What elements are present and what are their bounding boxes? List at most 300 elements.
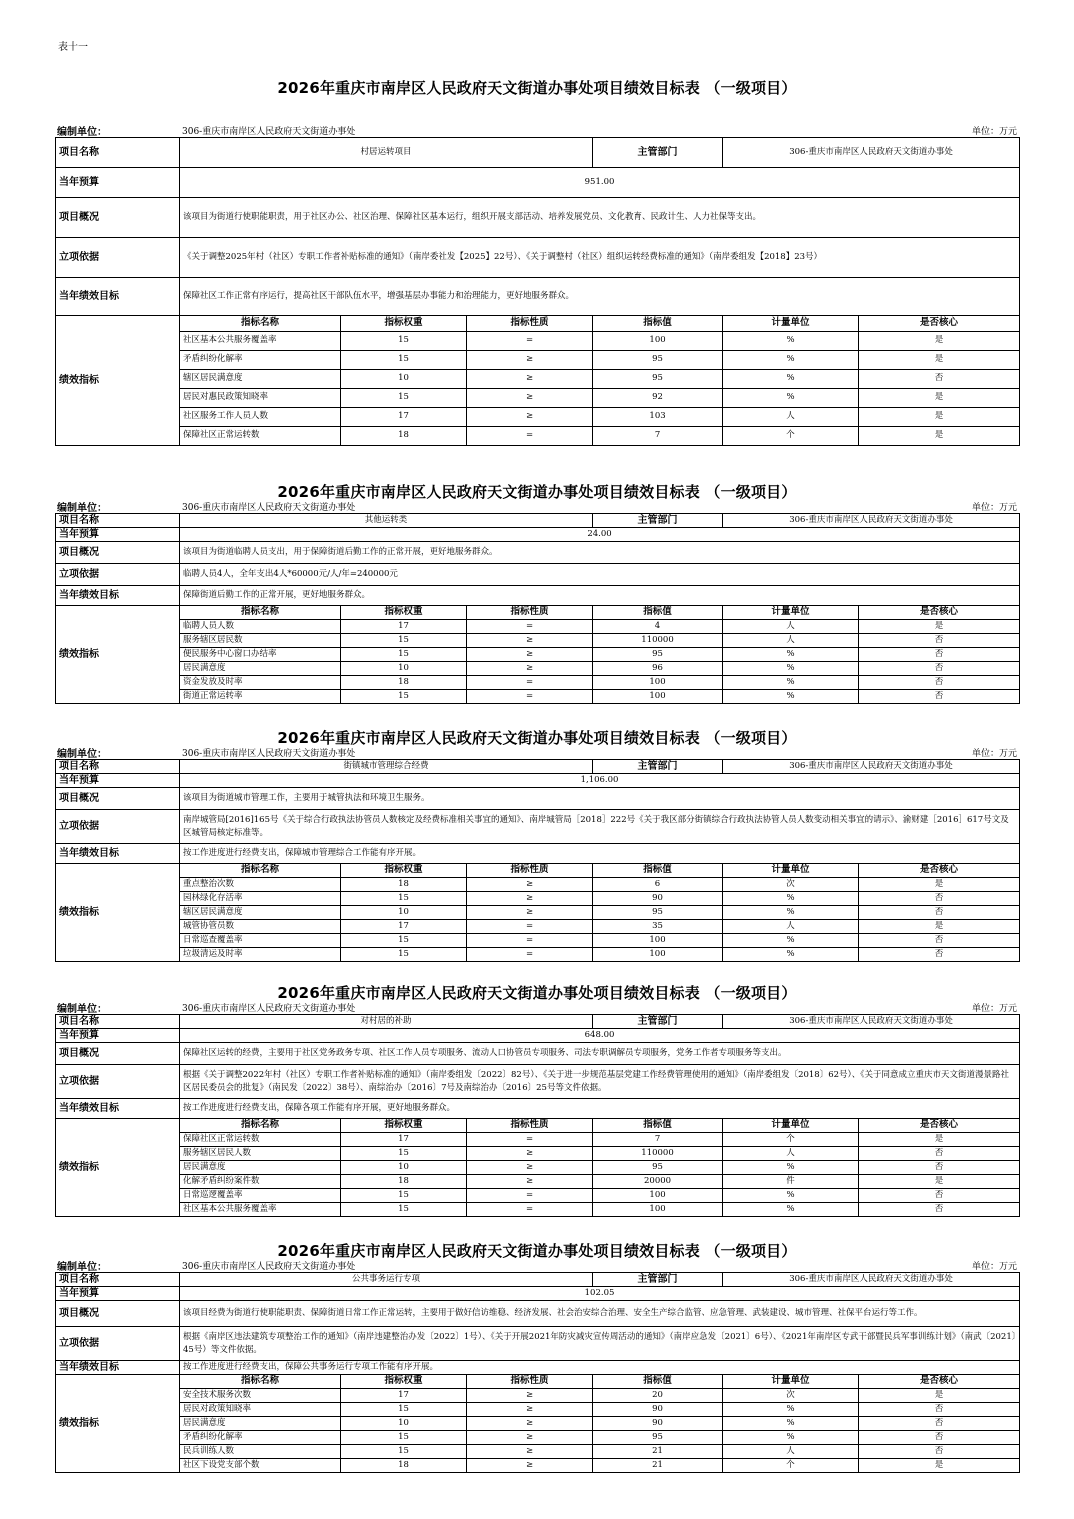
performance-table-block [55, 1240, 1019, 1473]
indicator-name: 园林绿化存活率 [180, 892, 341, 906]
indicator-core: 否 [859, 1203, 1020, 1217]
indicator-weight: 15 [341, 1189, 467, 1203]
indicator-name: 社区下设党支部个数 [180, 1459, 341, 1473]
goal-value: 按工作进度进行经费支出，保障各项工作能有序开展，更好地服务群众。 [180, 1099, 1020, 1119]
indicator-nature: ≥ [467, 634, 593, 648]
budget-value: 1,106.00 [180, 774, 1020, 788]
goal-label: 当年绩效目标 [56, 1361, 180, 1375]
indicator-core: 否 [859, 892, 1020, 906]
indicator-unit: % [723, 948, 859, 962]
indicator-weight: 15 [341, 389, 467, 408]
indicator-name: 化解矛盾纠纷案件数 [180, 1175, 341, 1189]
indicator-nature: = [467, 1189, 593, 1203]
indicator-weight: 10 [341, 1161, 467, 1175]
indicator-nature: ≥ [467, 878, 593, 892]
indicator-value: 100 [593, 676, 723, 690]
dept-value: 306-重庆市南岸区人民政府天文街道办事处 [723, 760, 1020, 774]
indicator-value: 100 [593, 1203, 723, 1217]
indicator-weight: 18 [341, 878, 467, 892]
indicator-value: 90 [593, 892, 723, 906]
performance-table-block [55, 982, 1019, 1217]
table-meta [55, 1000, 1019, 1014]
indicator-name: 矛盾纠纷化解率 [180, 1431, 341, 1445]
indicator-core: 否 [859, 690, 1020, 704]
indicator-core: 否 [859, 662, 1020, 676]
indicator-nature: ≥ [467, 1175, 593, 1189]
unit-label: 单位：万元 [971, 1262, 1017, 1272]
col-header-nature: 指标性质 [467, 864, 593, 878]
indicator-unit: % [723, 690, 859, 704]
indicator-name: 安全技术服务次数 [180, 1389, 341, 1403]
col-header-value: 指标值 [593, 864, 723, 878]
col-header-value: 指标值 [593, 606, 723, 620]
indicator-value: 20000 [593, 1175, 723, 1189]
table-title: 2026年重庆市南岸区人民政府天文街道办事处项目绩效目标表 （一级项目） [277, 984, 797, 1002]
org-label: 编制单位： [57, 1262, 107, 1273]
indicator-name: 城管协管员数 [180, 920, 341, 934]
indicator-core: 是 [859, 1133, 1020, 1147]
budget-value: 648.00 [180, 1029, 1020, 1043]
indicator-unit: 人 [723, 408, 859, 427]
goal-value: 保障街道后勤工作的正常开展，更好地服务群众。 [180, 586, 1020, 606]
basis-value: 根据《关于调整2022年村（社区）专职工作者补贴标准的通知》（南岸委组发〔2022〕82号）、《关于进一步规范基层党建工作经费管理使用的通知》（南岸委组发〔2018〕62号）、《关于同意成立重庆市天文街道漫景路社区居民委员会的批复》（南民发〔2022〕38号）、南综治办〔2016〕7号及南综治办〔2016〕25号等文件依据。 [180, 1065, 1020, 1099]
dept-value: 306-重庆市南岸区人民政府天文街道办事处 [723, 1015, 1020, 1029]
indicator-unit: 人 [723, 1445, 859, 1459]
project-name-label: 项目名称 [56, 1015, 180, 1029]
indicator-value: 96 [593, 662, 723, 676]
indicator-core: 否 [859, 634, 1020, 648]
indicator-name: 居民对惠民政策知晓率 [180, 389, 341, 408]
col-header-name: 指标名称 [180, 316, 341, 332]
indicator-name: 服务辖区居民数 [180, 634, 341, 648]
org-name: 306-重庆市南岸区人民政府天文街道办事处 [182, 1004, 356, 1014]
indicator-unit: % [723, 1161, 859, 1175]
goal-label: 当年绩效目标 [56, 278, 180, 316]
performance-table [55, 137, 1020, 446]
indicator-weight: 17 [341, 1389, 467, 1403]
indicator-core: 否 [859, 1417, 1020, 1431]
dept-label: 主管部门 [593, 138, 723, 168]
org-name: 306-重庆市南岸区人民政府天文街道办事处 [182, 1262, 356, 1272]
indicator-value: 95 [593, 1431, 723, 1445]
goal-value: 保障社区工作正常有序运行，提高社区干部队伍水平，增强基层办事能力和治理能力，更好地服务群众。 [180, 278, 1020, 316]
indicator-name: 日常巡查覆盖率 [180, 934, 341, 948]
goal-label: 当年绩效目标 [56, 586, 180, 606]
budget-label: 当年预算 [56, 774, 180, 788]
indicator-core: 是 [859, 1175, 1020, 1189]
indicators-label: 绩效指标 [56, 1119, 180, 1217]
indicator-unit: 次 [723, 1389, 859, 1403]
table-row [56, 427, 1020, 446]
indicator-value: 95 [593, 370, 723, 389]
performance-table [55, 513, 1020, 704]
indicator-core: 否 [859, 1431, 1020, 1445]
indicator-value: 100 [593, 332, 723, 351]
budget-label: 当年预算 [56, 168, 180, 198]
indicator-weight: 10 [341, 370, 467, 389]
budget-value: 951.00 [180, 168, 1020, 198]
indicator-nature: = [467, 948, 593, 962]
indicator-weight: 17 [341, 920, 467, 934]
indicator-unit: 个 [723, 1133, 859, 1147]
indicator-name: 辖区居民满意度 [180, 370, 341, 389]
dept-value: 306-重庆市南岸区人民政府天文街道办事处 [723, 514, 1020, 528]
indicator-value: 90 [593, 1403, 723, 1417]
budget-value: 102.05 [180, 1287, 1020, 1301]
col-header-value: 指标值 [593, 1375, 723, 1389]
basis-label: 立项依据 [56, 1327, 180, 1361]
overview-value: 该项目为街道临聘人员支出，用于保障街道后勤工作的正常开展，更好地服务群众。 [180, 542, 1020, 564]
table-row [56, 1417, 1020, 1431]
indicators-label: 绩效指标 [56, 316, 180, 446]
indicator-weight: 15 [341, 934, 467, 948]
dept-value: 306-重庆市南岸区人民政府天文街道办事处 [723, 138, 1020, 168]
indicator-nature: ≥ [467, 1161, 593, 1175]
indicator-value: 110000 [593, 634, 723, 648]
indicator-core: 是 [859, 332, 1020, 351]
indicator-unit: % [723, 892, 859, 906]
table-row [56, 878, 1020, 892]
indicator-unit: 人 [723, 1147, 859, 1161]
table-row [56, 408, 1020, 427]
indicator-name: 日常巡逻覆盖率 [180, 1189, 341, 1203]
indicator-value: 20 [593, 1389, 723, 1403]
indicator-weight: 18 [341, 1175, 467, 1189]
col-header-weight: 指标权重 [341, 606, 467, 620]
indicator-nature: = [467, 934, 593, 948]
indicator-name: 辖区居民满意度 [180, 906, 341, 920]
indicator-name: 垃圾清运及时率 [180, 948, 341, 962]
budget-label: 当年预算 [56, 528, 180, 542]
table-row [56, 690, 1020, 704]
indicator-weight: 10 [341, 1417, 467, 1431]
indicator-name: 临聘人员人数 [180, 620, 341, 634]
indicator-value: 110000 [593, 1147, 723, 1161]
indicator-core: 否 [859, 948, 1020, 962]
indicator-weight: 10 [341, 906, 467, 920]
indicator-core: 是 [859, 1389, 1020, 1403]
indicator-unit: % [723, 662, 859, 676]
project-name-label: 项目名称 [56, 760, 180, 774]
org-label: 编制单位： [57, 127, 107, 138]
indicator-value: 100 [593, 934, 723, 948]
indicator-unit: % [723, 934, 859, 948]
indicator-name: 居民满意度 [180, 1161, 341, 1175]
indicator-nature: ≥ [467, 389, 593, 408]
budget-label: 当年预算 [56, 1287, 180, 1301]
indicator-name: 资金发放及时率 [180, 676, 341, 690]
indicator-weight: 15 [341, 332, 467, 351]
indicator-name: 街道正常运转率 [180, 690, 341, 704]
indicator-unit: % [723, 1203, 859, 1217]
col-header-weight: 指标权重 [341, 864, 467, 878]
col-header-nature: 指标性质 [467, 1119, 593, 1133]
basis-label: 立项依据 [56, 810, 180, 844]
indicator-nature: = [467, 920, 593, 934]
indicator-unit: 次 [723, 878, 859, 892]
indicator-weight: 15 [341, 1147, 467, 1161]
indicator-weight: 17 [341, 408, 467, 427]
col-header-core: 是否核心 [859, 1119, 1020, 1133]
basis-value: 南岸城管局[2016]165号《关于综合行政执法协管员人数核定及经费标准相关事宜的通知》、南岸城管局［2018］222号《关于我区部分街镇综合行政执法协管人员人数变动相关事宜的请示》、渝财建［2016］617号文及区城管局核定标准等。 [180, 810, 1020, 844]
overview-value: 该项目为街道城市管理工作，主要用于城管执法和环境卫生服务。 [180, 788, 1020, 810]
org-label: 编制单位： [57, 749, 107, 760]
performance-table [55, 759, 1020, 962]
indicator-weight: 18 [341, 676, 467, 690]
table-row [56, 662, 1020, 676]
overview-label: 项目概况 [56, 1043, 180, 1065]
indicator-value: 100 [593, 1189, 723, 1203]
indicator-core: 否 [859, 370, 1020, 389]
indicator-core: 否 [859, 906, 1020, 920]
col-header-nature: 指标性质 [467, 316, 593, 332]
col-header-name: 指标名称 [180, 864, 341, 878]
basis-label: 立项依据 [56, 564, 180, 586]
table-row [56, 1431, 1020, 1445]
indicator-weight: 15 [341, 1431, 467, 1445]
indicator-nature: ≥ [467, 370, 593, 389]
overview-value: 该项目经费为街道行使职能职责、保障街道日常工作正常运转，主要用于做好信访维稳、经济发展、社会治安综合治理、安全生产综合监管、应急管理、武装建设、城市管理、社保平台运行等工作。 [180, 1301, 1020, 1327]
indicator-core: 否 [859, 1189, 1020, 1203]
indicator-weight: 10 [341, 662, 467, 676]
overview-label: 项目概况 [56, 542, 180, 564]
indicator-name: 社区服务工作人员人数 [180, 408, 341, 427]
indicator-value: 95 [593, 1161, 723, 1175]
table-meta [55, 745, 1019, 759]
col-header-unit: 计量单位 [723, 1375, 859, 1389]
basis-label: 立项依据 [56, 1065, 180, 1099]
indicator-core: 是 [859, 1459, 1020, 1473]
table-title: 2026年重庆市南岸区人民政府天文街道办事处项目绩效目标表 （一级项目） [277, 483, 797, 501]
table-row [56, 676, 1020, 690]
indicator-name: 保障社区正常运转数 [180, 1133, 341, 1147]
indicator-core: 是 [859, 389, 1020, 408]
table-row [56, 1147, 1020, 1161]
indicator-name: 重点整治次数 [180, 878, 341, 892]
performance-table [55, 1014, 1020, 1217]
table-row [56, 934, 1020, 948]
indicator-weight: 15 [341, 1445, 467, 1459]
indicator-value: 90 [593, 1417, 723, 1431]
indicator-unit: 人 [723, 634, 859, 648]
indicator-nature: ≥ [467, 906, 593, 920]
table-row [56, 1445, 1020, 1459]
indicator-nature: ≥ [467, 1147, 593, 1161]
table-row [56, 920, 1020, 934]
overview-value: 该项目为街道行使职能职责，用于社区办公、社区治理、保障社区基本运行，组织开展支部活动、培养发展党员、文化教育、民政计生、人力社保等支出。 [180, 198, 1020, 238]
indicator-core: 否 [859, 934, 1020, 948]
col-header-name: 指标名称 [180, 1119, 341, 1133]
indicator-core: 是 [859, 920, 1020, 934]
indicator-unit: 个 [723, 1459, 859, 1473]
indicator-nature: ≥ [467, 1417, 593, 1431]
dept-label: 主管部门 [593, 760, 723, 774]
indicator-core: 否 [859, 1403, 1020, 1417]
table-row [56, 1161, 1020, 1175]
indicator-name: 社区基本公共服务覆盖率 [180, 332, 341, 351]
table-row [56, 892, 1020, 906]
table-row [56, 1203, 1020, 1217]
col-header-unit: 计量单位 [723, 606, 859, 620]
table-row [56, 1189, 1020, 1203]
indicator-core: 是 [859, 351, 1020, 370]
indicator-name: 矛盾纠纷化解率 [180, 351, 341, 370]
table-meta [55, 123, 1019, 137]
indicator-nature: = [467, 676, 593, 690]
table-row [56, 648, 1020, 662]
col-header-unit: 计量单位 [723, 864, 859, 878]
indicator-weight: 15 [341, 648, 467, 662]
indicator-weight: 18 [341, 427, 467, 446]
org-name: 306-重庆市南岸区人民政府天文街道办事处 [182, 127, 356, 137]
project-name-value: 对村居的补助 [180, 1015, 593, 1029]
table-row [56, 332, 1020, 351]
indicator-core: 是 [859, 427, 1020, 446]
table-meta [55, 499, 1019, 513]
indicator-name: 居民对政策知晓率 [180, 1403, 341, 1417]
indicator-value: 7 [593, 427, 723, 446]
dept-label: 主管部门 [593, 1015, 723, 1029]
performance-table-block [55, 481, 1019, 704]
indicator-unit: % [723, 648, 859, 662]
indicator-value: 95 [593, 648, 723, 662]
indicator-unit: % [723, 676, 859, 690]
indicator-value: 103 [593, 408, 723, 427]
indicator-name: 服务辖区居民人数 [180, 1147, 341, 1161]
indicator-name: 保障社区正常运转数 [180, 427, 341, 446]
col-header-value: 指标值 [593, 1119, 723, 1133]
dept-value: 306-重庆市南岸区人民政府天文街道办事处 [723, 1273, 1020, 1287]
table-row [56, 1175, 1020, 1189]
indicator-value: 95 [593, 351, 723, 370]
indicator-unit: % [723, 351, 859, 370]
indicator-nature: = [467, 690, 593, 704]
indicator-value: 21 [593, 1459, 723, 1473]
project-name-value: 公共事务运行专项 [180, 1273, 593, 1287]
org-label: 编制单位： [57, 503, 107, 514]
project-name-value: 村居运转项目 [180, 138, 593, 168]
indicator-value: 21 [593, 1445, 723, 1459]
table-row [56, 1133, 1020, 1147]
table-row [56, 1403, 1020, 1417]
unit-label: 单位：万元 [971, 503, 1017, 513]
indicator-nature: ≥ [467, 1431, 593, 1445]
indicator-value: 7 [593, 1133, 723, 1147]
project-name-label: 项目名称 [56, 138, 180, 168]
indicator-name: 居民满意度 [180, 662, 341, 676]
table-title: 2026年重庆市南岸区人民政府天文街道办事处项目绩效目标表 （一级项目） [277, 1242, 797, 1260]
indicator-name: 居民满意度 [180, 1417, 341, 1431]
indicator-core: 是 [859, 408, 1020, 427]
basis-value: 临聘人员4人，全年支出4人*60000元/人/年=240000元 [180, 564, 1020, 586]
col-header-value: 指标值 [593, 316, 723, 332]
indicator-weight: 15 [341, 1403, 467, 1417]
project-name-label: 项目名称 [56, 514, 180, 528]
table-meta [55, 1258, 1019, 1272]
indicator-weight: 15 [341, 634, 467, 648]
basis-value: 《关于调整2025年村（社区）专职工作者补贴标准的通知》（南岸委社发【2025】22号）、《关于调整村（社区）组织运转经费标准的通知》（南岸委组发【2018】23号） [180, 238, 1020, 278]
indicator-value: 92 [593, 389, 723, 408]
indicator-core: 否 [859, 1445, 1020, 1459]
col-header-weight: 指标权重 [341, 1375, 467, 1389]
overview-label: 项目概况 [56, 788, 180, 810]
indicator-nature: ≥ [467, 408, 593, 427]
indicator-nature: = [467, 620, 593, 634]
indicator-value: 100 [593, 948, 723, 962]
indicator-nature: = [467, 332, 593, 351]
indicator-core: 否 [859, 648, 1020, 662]
org-name: 306-重庆市南岸区人民政府天文街道办事处 [182, 749, 356, 759]
indicator-core: 是 [859, 620, 1020, 634]
overview-label: 项目概况 [56, 198, 180, 238]
col-header-name: 指标名称 [180, 1375, 341, 1389]
indicator-nature: = [467, 1203, 593, 1217]
indicator-weight: 15 [341, 892, 467, 906]
indicator-nature: ≥ [467, 1403, 593, 1417]
indicator-unit: % [723, 370, 859, 389]
col-header-nature: 指标性质 [467, 606, 593, 620]
indicator-nature: ≥ [467, 1459, 593, 1473]
indicator-unit: % [723, 906, 859, 920]
col-header-core: 是否核心 [859, 606, 1020, 620]
col-header-unit: 计量单位 [723, 316, 859, 332]
indicator-unit: % [723, 1189, 859, 1203]
indicator-name: 便民服务中心窗口办结率 [180, 648, 341, 662]
org-name: 306-重庆市南岸区人民政府天文街道办事处 [182, 503, 356, 513]
indicator-core: 是 [859, 878, 1020, 892]
dept-label: 主管部门 [593, 514, 723, 528]
indicator-core: 否 [859, 1161, 1020, 1175]
performance-table [55, 1272, 1020, 1473]
goal-value: 按工作进度进行经费支出，保障城市管理综合工作能有序开展。 [180, 844, 1020, 864]
indicator-weight: 15 [341, 690, 467, 704]
indicator-weight: 15 [341, 1203, 467, 1217]
indicators-label: 绩效指标 [56, 864, 180, 962]
table-row [56, 370, 1020, 389]
col-header-name: 指标名称 [180, 606, 341, 620]
basis-value: 根据《南岸区违法建筑专项整治工作的通知》（南岸违建整治办发〔2022〕1号）、《关于开展2021年防灾减灾宣传周活动的通知》（南岸应急发〔2021〕6号）、《2021年南岸区专武干部暨民兵军事训练计划》（南武〔2021〕45号）等文件依据。 [180, 1327, 1020, 1361]
indicators-label: 绩效指标 [56, 1375, 180, 1473]
dept-label: 主管部门 [593, 1273, 723, 1287]
unit-label: 单位：万元 [971, 127, 1017, 137]
org-label: 编制单位： [57, 1004, 107, 1015]
col-header-weight: 指标权重 [341, 316, 467, 332]
indicator-value: 95 [593, 906, 723, 920]
indicator-weight: 15 [341, 948, 467, 962]
indicator-nature: ≥ [467, 892, 593, 906]
table-title: 2026年重庆市南岸区人民政府天文街道办事处项目绩效目标表 （一级项目） [277, 729, 797, 747]
indicator-nature: ≥ [467, 1445, 593, 1459]
page-label: 表十一 [58, 42, 88, 53]
table-row [56, 351, 1020, 370]
indicator-weight: 17 [341, 620, 467, 634]
budget-value: 24.00 [180, 528, 1020, 542]
indicator-unit: 件 [723, 1175, 859, 1189]
budget-label: 当年预算 [56, 1029, 180, 1043]
unit-label: 单位：万元 [971, 749, 1017, 759]
basis-label: 立项依据 [56, 238, 180, 278]
col-header-unit: 计量单位 [723, 1119, 859, 1133]
indicator-nature: ≥ [467, 1389, 593, 1403]
indicator-unit: % [723, 1431, 859, 1445]
overview-label: 项目概况 [56, 1301, 180, 1327]
indicator-value: 35 [593, 920, 723, 934]
indicator-unit: 人 [723, 620, 859, 634]
indicator-value: 100 [593, 690, 723, 704]
indicators-label: 绩效指标 [56, 606, 180, 704]
col-header-weight: 指标权重 [341, 1119, 467, 1133]
table-row [56, 906, 1020, 920]
